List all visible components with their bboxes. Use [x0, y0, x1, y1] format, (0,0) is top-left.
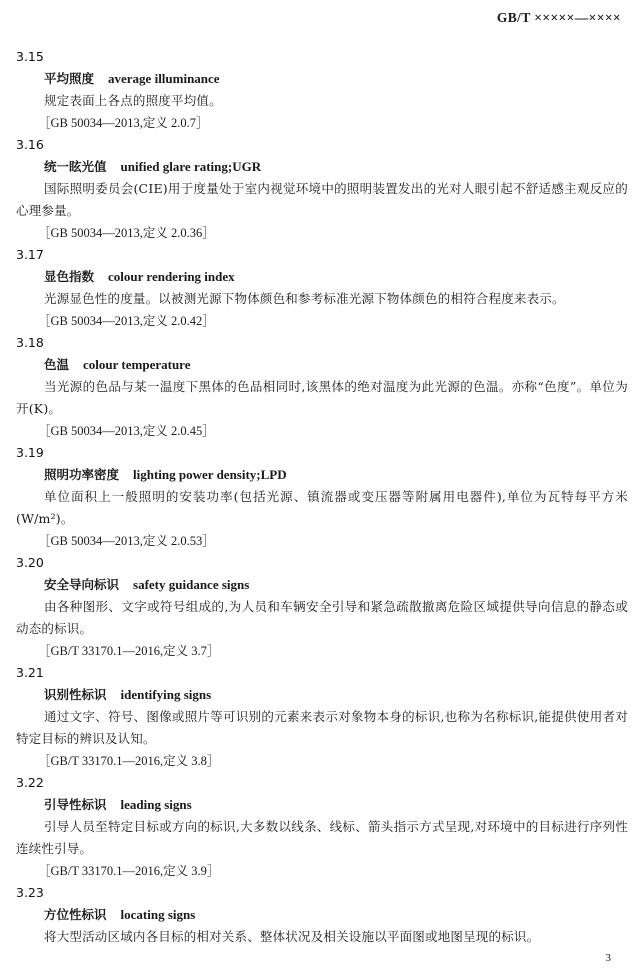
term-heading [44, 794, 641, 816]
term-source: ［GB 50034—2013,定义 2.0.45］ [38, 424, 215, 438]
term-chinese: 引导性标识 [44, 797, 107, 812]
terms-list [0, 46, 641, 948]
clause-number: 3.15 [16, 49, 44, 64]
term-entry-3-17 [0, 244, 641, 332]
term-english: colour rendering index [108, 269, 235, 284]
term-chinese: 安全导向标识 [44, 577, 120, 592]
clause-number: 3.20 [16, 555, 44, 570]
term-heading [44, 266, 641, 288]
term-english: colour temperature [83, 357, 191, 372]
term-heading [44, 904, 641, 926]
term-english: safety guidance signs [133, 577, 250, 592]
term-english: leading signs [120, 797, 192, 812]
term-english: average illuminance [108, 71, 220, 86]
term-definition: 规定表面上各点的照度平均值。 [44, 93, 222, 108]
term-source: ［GB/T 33170.1—2016,定义 3.9］ [38, 864, 220, 878]
term-entry-3-23 [0, 882, 641, 948]
term-entry-3-18 [0, 332, 641, 442]
term-definition: 单位面积上一般照明的安装功率(包括光源、镇流器或变压器等附属用电器件),单位为瓦特每平方米(W/m²)。 [16, 489, 628, 526]
term-source: ［GB/T 33170.1—2016,定义 3.7］ [38, 644, 220, 658]
term-chinese: 方位性标识 [44, 907, 107, 922]
term-chinese: 照明功率密度 [44, 467, 120, 482]
document-code-header: GB/T ×××××—×××× [496, 10, 621, 25]
term-definition: 由各种图形、文字或符号组成的,为人员和车辆安全引导和紧急疏散撤离危险区域提供导向信息的静态或动态的标识。 [16, 599, 628, 636]
term-source: ［GB 50034—2013,定义 2.0.7］ [38, 116, 209, 130]
term-entry-3-16 [0, 134, 641, 244]
term-chinese: 色温 [44, 357, 70, 372]
term-entry-3-21 [0, 662, 641, 772]
term-source: ［GB 50034—2013,定义 2.0.42］ [38, 314, 215, 328]
term-english: unified glare rating;UGR [120, 159, 262, 174]
clause-number: 3.17 [16, 247, 44, 262]
term-english: lighting power density;LPD [133, 467, 287, 482]
term-english: identifying signs [120, 687, 212, 702]
term-definition: 国际照明委员会(CIE)用于度量处于室内视觉环境中的照明装置发出的光对人眼引起不舒适感主观反应的心理参量。 [16, 181, 628, 218]
term-chinese: 显色指数 [44, 269, 95, 284]
term-definition: 光源显色性的度量。以被测光源下物体颜色和参考标准光源下物体颜色的相符合程度来表示。 [44, 291, 565, 306]
term-english: locating signs [120, 907, 196, 922]
term-chinese: 识别性标识 [44, 687, 107, 702]
term-heading [44, 156, 641, 178]
term-definition: 通过文字、符号、图像或照片等可识别的元素来表示对象物本身的标识,也称为名称标识,能提供使用者对特定目标的辨识及认知。 [16, 709, 628, 746]
term-definition: 将大型活动区域内各目标的相对关系、整体状况及相关设施以平面图或地图呈现的标识。 [44, 929, 540, 944]
term-entry-3-20 [0, 552, 641, 662]
term-entry-3-22 [0, 772, 641, 882]
term-source: ［GB 50034—2013,定义 2.0.53］ [38, 534, 215, 548]
page-number: 3 [605, 952, 611, 964]
term-definition: 引导人员至特定目标或方向的标识,大多数以线条、线标、箭头指示方式呈现,对环境中的目标进行序列性连续性引导。 [16, 819, 628, 856]
term-heading [44, 464, 641, 486]
clause-number: 3.18 [16, 335, 44, 350]
clause-number: 3.23 [16, 885, 44, 900]
clause-number: 3.19 [16, 445, 44, 460]
term-chinese: 统一眩光值 [44, 159, 107, 174]
term-heading [44, 574, 641, 596]
term-heading [44, 684, 641, 706]
term-source: ［GB/T 33170.1—2016,定义 3.8］ [38, 754, 220, 768]
term-chinese: 平均照度 [44, 71, 95, 86]
term-source: ［GB 50034—2013,定义 2.0.36］ [38, 226, 215, 240]
term-entry-3-15 [0, 46, 641, 134]
term-heading [44, 68, 641, 90]
clause-number: 3.22 [16, 775, 44, 790]
term-heading [44, 354, 641, 376]
clause-number: 3.21 [16, 665, 44, 680]
term-definition: 当光源的色品与某一温度下黑体的色品相同时,该黑体的绝对温度为此光源的色温。亦称“色度”。单位为开(K)。 [16, 379, 628, 416]
term-entry-3-19 [0, 442, 641, 552]
clause-number: 3.16 [16, 137, 44, 152]
